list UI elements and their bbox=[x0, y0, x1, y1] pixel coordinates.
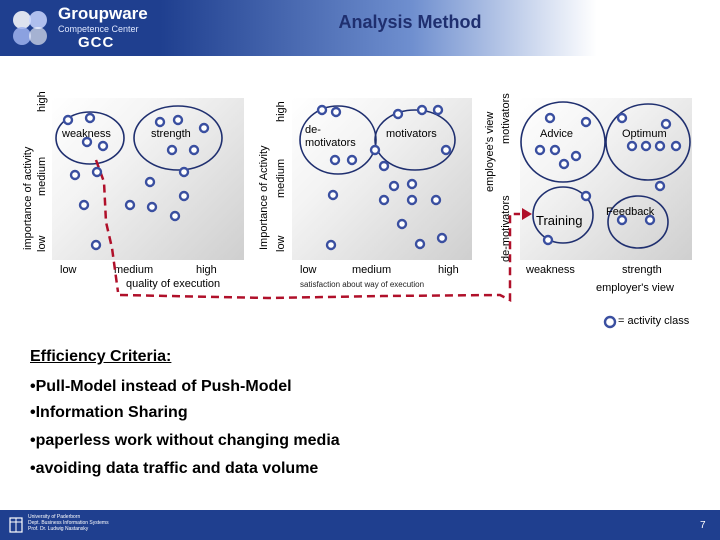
panel2-y-medium: medium bbox=[275, 158, 287, 198]
panel2-group-motivators: motivators bbox=[386, 128, 437, 140]
feedback-group-ring bbox=[608, 196, 668, 248]
panel1-group-strength: strength bbox=[151, 128, 191, 140]
quadrant-advice: Advice bbox=[540, 128, 574, 140]
panel3-y-top: motivators bbox=[500, 93, 512, 144]
legend-text: = activity class bbox=[618, 315, 690, 327]
panel3-x-left: weakness bbox=[526, 264, 575, 276]
footer-credits bbox=[28, 514, 109, 532]
quadrant-optimum: Optimum bbox=[622, 128, 667, 140]
criteria-title: Efficiency Criteria: bbox=[30, 348, 172, 365]
panel1-x-low: low bbox=[60, 264, 77, 276]
panel2-x-medium: medium bbox=[352, 264, 392, 276]
dashed-return-line bbox=[120, 214, 520, 300]
logo-gcc: GCC bbox=[78, 34, 115, 51]
logo-subtitle: Competence Center bbox=[58, 24, 139, 34]
panel3-x-right: strength bbox=[622, 264, 662, 276]
panel2-x-high: high bbox=[438, 264, 459, 276]
panel1-y-title: importance of activity bbox=[22, 146, 34, 250]
panel1-y-low: low bbox=[36, 235, 48, 252]
university-logo-icon bbox=[8, 514, 24, 534]
logo-name: Groupware bbox=[58, 4, 148, 23]
panel3-x-title: employer's view bbox=[596, 282, 674, 294]
page-title: Analysis Method bbox=[338, 12, 482, 32]
panel2-x-low: low bbox=[300, 264, 317, 276]
panel3-y-bottom: de-motivators bbox=[500, 195, 512, 262]
panel3-y-title: employee's view bbox=[484, 111, 496, 192]
panel1-y-medium: medium bbox=[36, 156, 48, 196]
arrow-head-icon bbox=[522, 208, 532, 220]
panel1-x-medium: medium bbox=[114, 264, 154, 276]
footer-line: Prof. Dr. Ludwig Nastansky bbox=[28, 526, 89, 532]
panel1-x-high: high bbox=[196, 264, 217, 276]
criteria-item: •paperless work without changing media bbox=[30, 432, 340, 449]
panel1-x-title: quality of execution bbox=[126, 278, 221, 290]
criteria-item: •avoiding data traffic and data volume bbox=[30, 460, 319, 477]
panel2-group-demotivators: de- motivators bbox=[305, 124, 356, 149]
criteria-item: •Pull-Model instead of Push-Model bbox=[30, 378, 292, 395]
panel1-group-weakness: weakness bbox=[62, 128, 111, 140]
criteria-item: •Information Sharing bbox=[30, 404, 188, 421]
panel2-y-low: low bbox=[275, 235, 287, 252]
panel2-y-high: high bbox=[275, 101, 287, 122]
quadrant-training: Training bbox=[536, 213, 583, 228]
activity-class-legend-icon bbox=[602, 314, 618, 330]
page-number: 7 bbox=[700, 520, 706, 531]
panel2-y-title: Importance of Activity bbox=[258, 145, 270, 250]
panel2-x-title: satisfaction about way of execution bbox=[300, 280, 425, 289]
quadrant-feedback: Feedback bbox=[606, 206, 655, 218]
footer-line: Dept. Business Information Systems bbox=[28, 520, 109, 526]
advice-group-ring bbox=[521, 102, 605, 182]
panel1-y-high: high bbox=[36, 91, 48, 112]
footer-line: University of Paderborn bbox=[28, 514, 81, 520]
